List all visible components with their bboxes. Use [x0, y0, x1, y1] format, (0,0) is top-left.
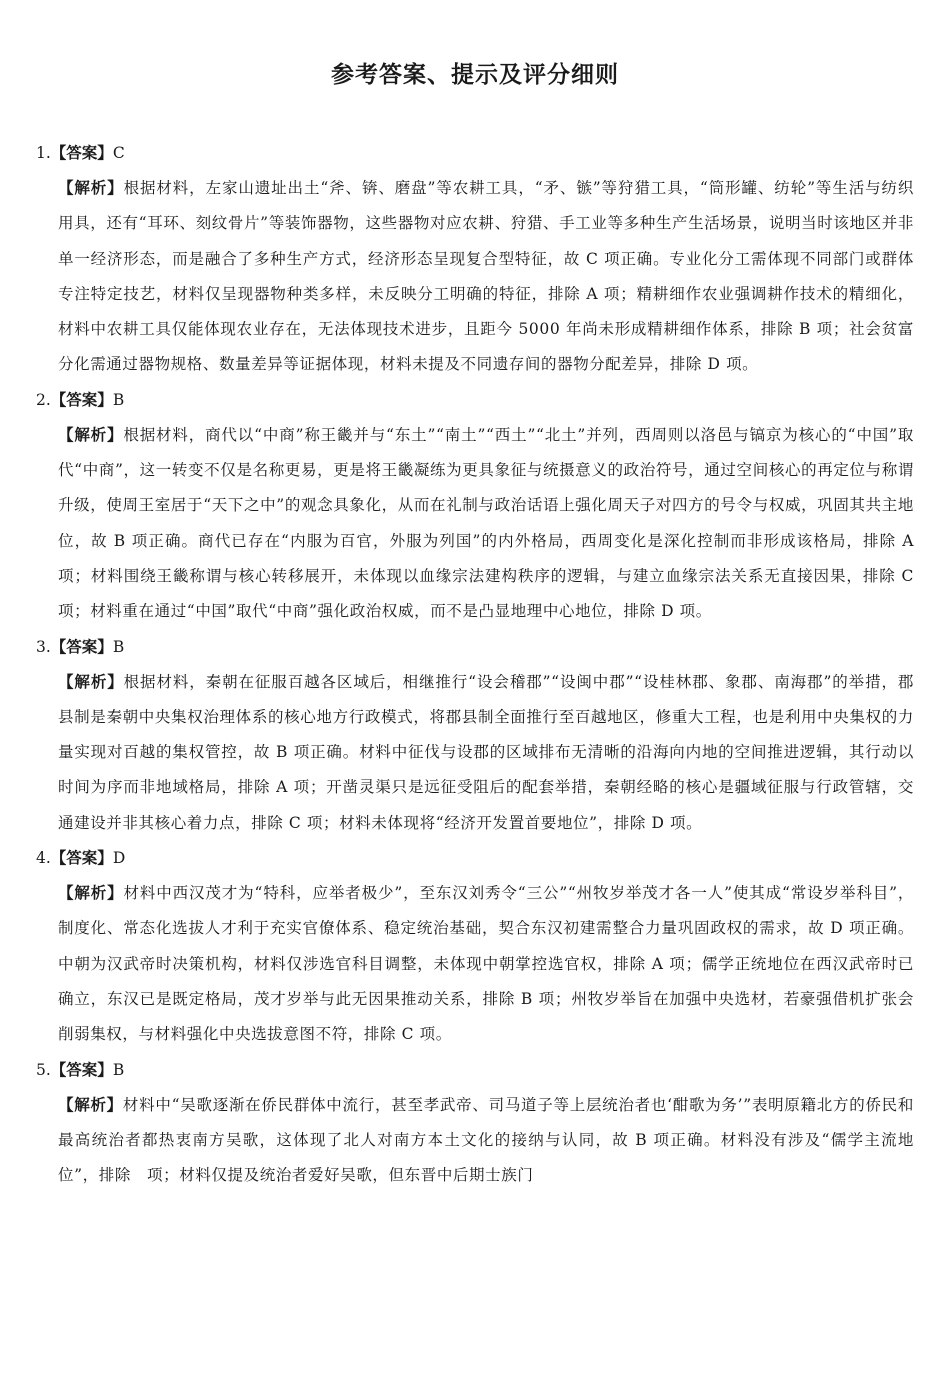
question-item [36, 383, 914, 630]
answer-choice: B [112, 637, 125, 656]
analysis-paragraph [36, 1087, 914, 1194]
analysis-tag: 【解析】 [58, 671, 124, 691]
analysis-text: 根据材料，秦朝在征服百越各区域后，相继推行“设会稽郡”“设闽中郡”“设桂林郡、象郡、南海郡”的举措，郡县制是秦朝中央集权治理体系的核心地方行政模式，将郡县制全面推行至百越地区，修重大工程，也是利用中央集权的力量实现对百越的集权管控，故 B 项正确。材料中征伐与设郡的区域排布无清晰的沿海向内地的空间推进逻辑，其行动以时间为序而非地域格局，排除 A 项；开凿灵渠只是远征受阻后的配套举措，秦朝经略的核心是疆域征服与行政管辖，交通建设并非其核心着力点，排除 C 项；材料未体现将“经济开发置首要地位”，排除 D 项。 [58, 672, 914, 832]
analysis-paragraph [36, 664, 914, 841]
answer-line [36, 136, 914, 170]
answer-choice: C [112, 144, 125, 162]
analysis-tag: 【解析】 [58, 178, 124, 197]
answer-tag: 【答案】 [50, 636, 113, 656]
analysis-tag: 【解析】 [58, 883, 124, 903]
answer-tag: 【答案】 [50, 389, 113, 409]
page-title: 参考答案、提示及评分细则 [331, 62, 619, 88]
answer-line [36, 1053, 914, 1087]
analysis-text: 根据材料，左家山遗址出土“斧、锛、磨盘”等农耕工具，“矛、镞”等狩猎工具，“筒形罐、纺轮”等生活与纺织用具，还有“耳环、刻纹骨片”等装饰器物，这些器物对应农耕、狩猎、手工业等多种生产生活场景，说明当时该地区并非单一经济形态，而是融合了多种生产方式，经济形态呈现复合型特征，故 C 项正确。专业化分工需体现不同部门或群体专注特定技艺，材料仅呈现器物种类多样，未反映分工明确的特征，排除 A 项；精耕细作农业强调耕作技术的精细化，材料中农耕工具仅能体现农业存在，无法体现技术进步，且距今 5000 年尚未形成精耕细作体系，排除 B 项；社会贫富分化需通过器物规格、数量差异等证据体现，材料未提及不同遗存间的器物分配差异，排除 D 项。 [58, 179, 914, 374]
question-number: 5. [36, 1060, 51, 1079]
question-item [36, 841, 914, 1052]
analysis-paragraph [36, 170, 914, 383]
answer-line [36, 630, 914, 664]
question-number: 1. [36, 144, 51, 162]
analysis-paragraph [36, 417, 914, 630]
answer-tag: 【答案】 [50, 848, 113, 868]
answer-tag: 【答案】 [50, 143, 113, 162]
question-item [36, 1053, 914, 1194]
analysis-text: 材料中西汉茂才为“特科，应举者极少”，至东汉刘秀令“三公”“州牧岁举茂才各一人”使其成“常设岁举科目”，制度化、常态化选拔人才利于充实官僚体系、稳定统治基础，契合东汉初建需整合力量巩固政权的需求，故 D 项正确。中朝为汉武帝时决策机构，材料仅涉选官科目调整，未体现中朝掌控选官权，排除 A 项；儒学正统地位在西汉武帝时已确立，东汉已是既定格局，茂才岁举与此无因果推动关系，排除 B 项；州牧岁举旨在加强中央选材，若豪强借机扩张会削弱集权，与材料强化中央选拔意图不符，排除 C 项。 [58, 884, 914, 1044]
analysis-tag: 【解析】 [58, 424, 124, 444]
answer-tag: 【答案】 [50, 1059, 113, 1079]
answer-line [36, 841, 914, 875]
answer-list [36, 136, 914, 1193]
question-number: 3. [36, 637, 51, 656]
analysis-text: 根据材料，商代以“中商”称王畿并与“东土”“南土”“西土”“北土”并列，西周则以洛邑与镐京为核心的“中国”取代“中商”，这一转变不仅是名称更易，更是将王畿凝练为更具象征与统摄意义的政治符号，通过空间核心的再定位与称谓升级，使周王室居于“天下之中”的观念具象化，从而在礼制与政治话语上强化周天子对四方的号令与权威，巩固其共主地位，故 B 项正确。商代已存在“内服为百官，外服为列国”的内外格局，西周变化是深化控制而非形成该格局，排除 A 项；材料围绕王畿称谓与核心转移展开，未体现以血缘宗法建构秩序的逻辑，与建立血缘宗法关系无直接因果，排除 C 项；材料重在通过“中国”取代“中商”强化政治权威，而不是凸显地理中心地位，排除 D 项。 [58, 425, 914, 621]
analysis-paragraph [36, 875, 914, 1052]
question-number: 4. [36, 849, 51, 868]
analysis-tag: 【解析】 [58, 1094, 123, 1114]
question-item [36, 136, 914, 383]
answer-choice: B [112, 1060, 125, 1079]
answer-choice: D [112, 849, 126, 868]
answer-line [36, 383, 914, 417]
question-item [36, 630, 914, 841]
question-number: 2. [36, 390, 51, 409]
answer-choice: B [112, 390, 125, 409]
analysis-text: 材料中“吴歌逐渐在侨民群体中流行，甚至孝武帝、司马道子等上层统治者也‘酣歌为务’”表明原籍北方的侨民和最高统治者都热衷南方吴歌，这体现了北人对南方本土文化的接纳与认同，故 B 项正确。材料没有涉及“儒学主流地位”，排除 项；材料仅提及统治者爱好吴歌，但东晋中后期士族门 [58, 1095, 914, 1185]
